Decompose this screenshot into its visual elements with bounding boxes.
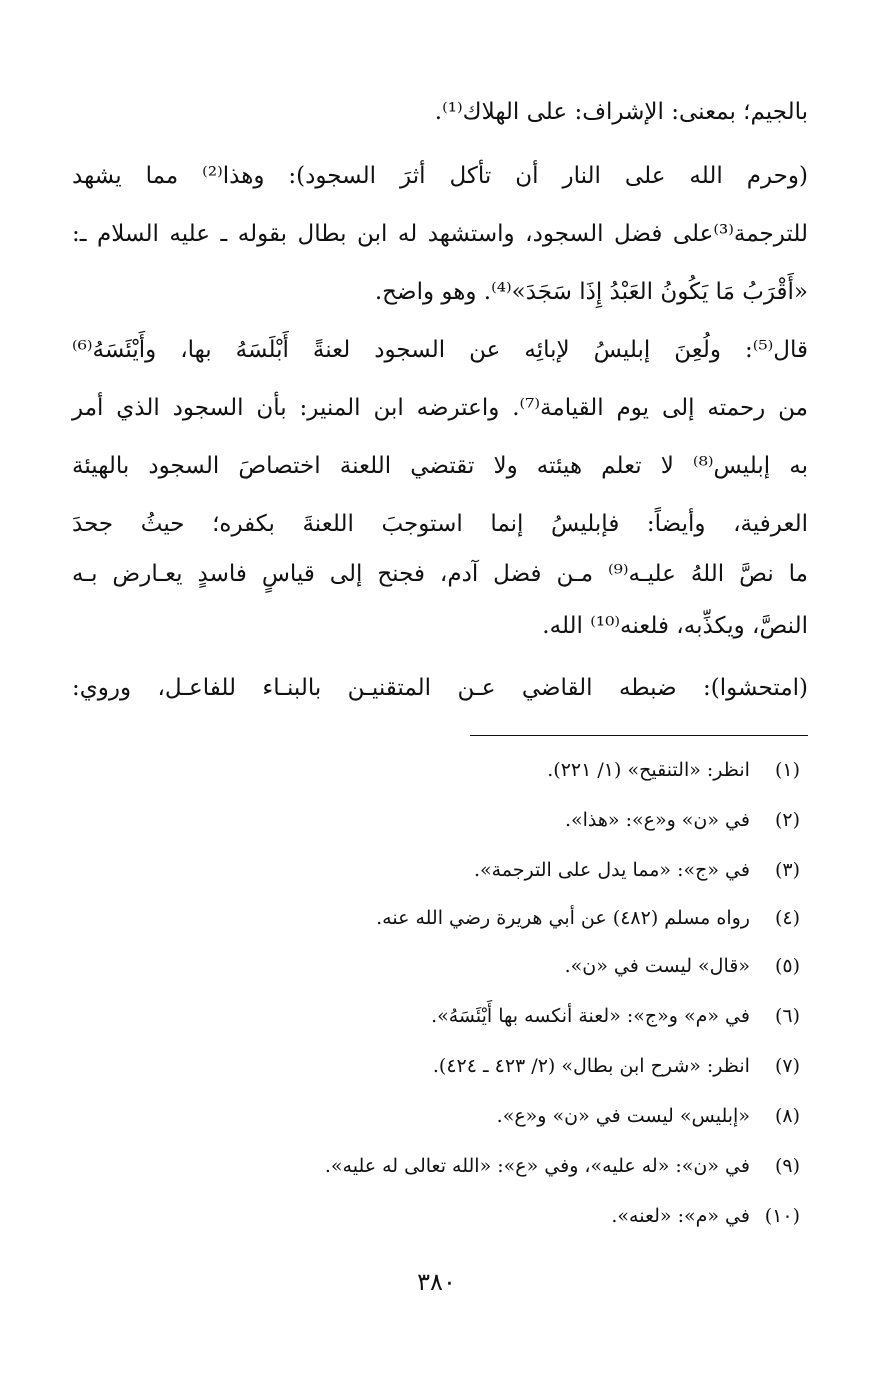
footnote-text: انظر: «شرح ابن بطال» (٢/ ٤٢٣ ـ ٤٢٤).: [432, 1055, 750, 1077]
footnote: [100, 946, 800, 986]
footnote-text: في «ن» و«ع»: «هذا».: [564, 809, 750, 831]
page-number: ٣٨٠: [417, 1268, 456, 1296]
footnote-text: انظر: «التنقيح» (١/ ٢٢١).: [547, 759, 750, 781]
footnote-separator: [470, 735, 808, 736]
footnote-number: (١): [774, 759, 800, 781]
text-line: قال⁽⁵⁾: ولُعِنَ إبليسُ لإبائِه عن السجود لعنةً أَبْلَسَهُ بها، وأَيْئَسَهُ⁽⁶⁾: [72, 337, 808, 363]
text-line: النصَّ، ويكذِّبه، فلعنه⁽¹⁰⁾ الله.: [542, 613, 808, 639]
text-line: بالجيم؛ بمعنى: الإشراف: على الهلاك⁽¹⁾.: [434, 99, 808, 125]
footnote: [100, 1196, 800, 1236]
footnote: [100, 1146, 800, 1186]
text-line: به إبليس⁽⁸⁾ لا تعلم هيئته ولا تقتضي اللعنة اختصاصَ السجود بالهيئة: [72, 453, 808, 479]
footnote-text: في «ج»: «مما يدل على الترجمة».: [473, 859, 750, 881]
text-line: «أَقْرَبُ مَا يَكُونُ العَبْدُ إِذَا سَجَدَ»⁽⁴⁾. وهو واضح.: [374, 279, 808, 305]
footnote-number: (٣): [774, 859, 800, 881]
footnote: [100, 1046, 800, 1086]
footnote: [100, 800, 800, 840]
footnote-number: (٤): [774, 907, 800, 929]
footnote-number: (٥): [774, 955, 800, 977]
text-line: العرفية، وأيضاً: فإبليسُ إنما استوجبَ اللعنةَ بكفره؛ حيثُ جحدَ: [72, 511, 808, 537]
footnote-text: في «م»: «لعنه».: [611, 1205, 750, 1227]
footnote: [100, 750, 800, 790]
footnote-number: (١٠): [764, 1205, 800, 1227]
footnote: [100, 850, 800, 890]
text-line: (وحرم الله على النار أن تأكل أثرَ السجود): وهذا⁽²⁾ مما يشهد: [72, 163, 808, 189]
footnote-number: (٩): [774, 1155, 800, 1177]
footnote-text: في «ن»: «له عليه»، وفي «ع»: «الله تعالى له عليه».: [324, 1155, 750, 1177]
text-line: للترجمة⁽³⁾على فضل السجود، واستشهد له ابن بطال بقوله ـ عليه السلام ـ:: [72, 221, 808, 247]
footnote: [100, 898, 800, 938]
footnote: [100, 996, 800, 1036]
footnote: [100, 1096, 800, 1136]
footnote-number: (٦): [774, 1005, 800, 1027]
footnote-text: رواه مسلم (٤٨٢) عن أبي هريرة رضي الله عنه.: [376, 907, 750, 929]
footnote-text: «إبليس» ليست في «ن» و«ع».: [496, 1105, 750, 1127]
text-line: ما نصَّ اللهُ عليـه⁽⁹⁾ مـن فضل آدم، فجنح إلى قياسٍ فاسدٍ يعـارض بـه: [72, 561, 808, 587]
text-line: (امتحشوا): ضبطه القاضي عـن المتقنيـن بالبنـاء للفاعـل، وروي:: [72, 675, 808, 701]
footnote-text: في «م» و«ج»: «لعنة أنكسه بها أَيْئَسَهُ».: [431, 1005, 750, 1027]
footnote-number: (٧): [774, 1055, 800, 1077]
text-line: من رحمته إلى يوم القيامة⁽⁷⁾. واعترضه ابن المنير: بأن السجود الذي أمر: [72, 395, 808, 421]
footnote-number: (٢): [774, 809, 800, 831]
footnote-number: (٨): [774, 1105, 800, 1127]
footnote-text: «قال» ليست في «ن».: [564, 955, 750, 977]
